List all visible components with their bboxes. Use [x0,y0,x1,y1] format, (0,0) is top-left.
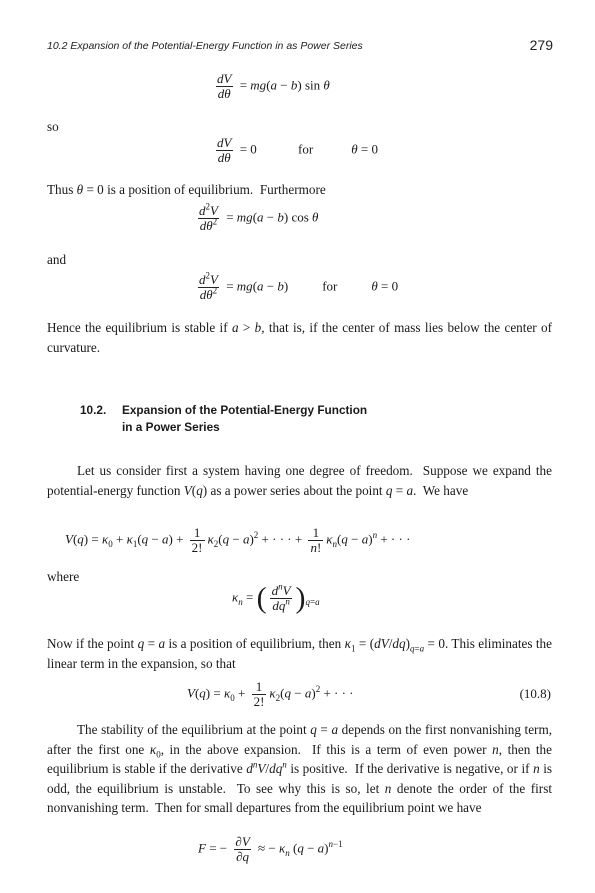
section-number: 10.2. [80,403,107,417]
paragraph-now-if: Now if the point q = a is a position of equilibrium, then $\kappa_1 = (dV/dq)_{q=a} = 0$. This eliminates the linear term in the expansion, so that [47,636,552,671]
equation-3: $\frac{d^2V}{d\theta^2}$ = mg(a − b) cos θ [199,201,319,233]
word-where: where [47,569,80,584]
equation-1: $\frac{dV}{d\theta}$ = mg(a − b) sin θ [217,71,330,101]
paragraph-2: The stability of the equilibrium at the point q = a depends on the first nonvanishing term, after the first one $\kappa_0$, in the above expansion. If this is a term of even power n, then the equilibrium is stable if the derivative $d^nV/dq^n$ is positive. If the derivative is negative, or if n is odd, the equilibrium is unstable. To see why this is so, let n denote the order of the first nonvanishing term. Then for small departures from the equilibrium point we have [47,722,553,815]
paragraph-1: Let us consider first a system having one degree of freedom. Suppose we expand the potential-energy function V(q) as a power series about the point q = a. We have [47,463,552,498]
section-title-line2: in a Power Series [122,420,220,434]
equation-number: (10.8) [519,686,551,701]
section-heading [80,402,367,436]
running-head: 10.2 Expansion of the Potential-Energy Function in as Power Series [47,40,363,52]
paragraph-thus: Thus θ = 0 is a position of equilibrium. Furthermore [47,182,326,197]
paragraph-hence: Hence the equilibrium is stable if a > b, that is, if the center of mass lies below the center of curvature. [47,320,553,355]
equation-7: $V(q) = \kappa_0$ + $\frac{1}{2!}$ $\kappa_2(q - a)^2$ + · · · [187,679,354,709]
equation-2: $\frac{dV}{d\theta}$ = 0 for θ = 0 [217,135,378,165]
word-so: so [47,119,59,134]
equation-6: $\kappa_n$ = ( $\frac{d^nV}{dq^n}$ )$_{q=a}$ [232,581,320,615]
equation-4: $\frac{d^2V}{d\theta^2}$ = mg(a − b) for θ = 0 [199,270,399,302]
section-title-line1: Expansion of the Potential-Energy Function [122,403,368,417]
equation-8: F = − $\frac{\partial V}{\partial q}$ ≈ − $\kappa_n$ $(q - a)^{n-1}$ [198,834,343,864]
page-number: 279 [529,37,553,53]
word-and: and [47,252,67,267]
equation-5: $V(q) = \kappa_0 + \kappa_1(q - a)$ + $\frac{1}{2!}$ $\kappa_2(q - a)^2$ + · · · + $\frac{1}{n!}$ $\kappa_n(q - a)^n$ + · · · [65,525,411,555]
